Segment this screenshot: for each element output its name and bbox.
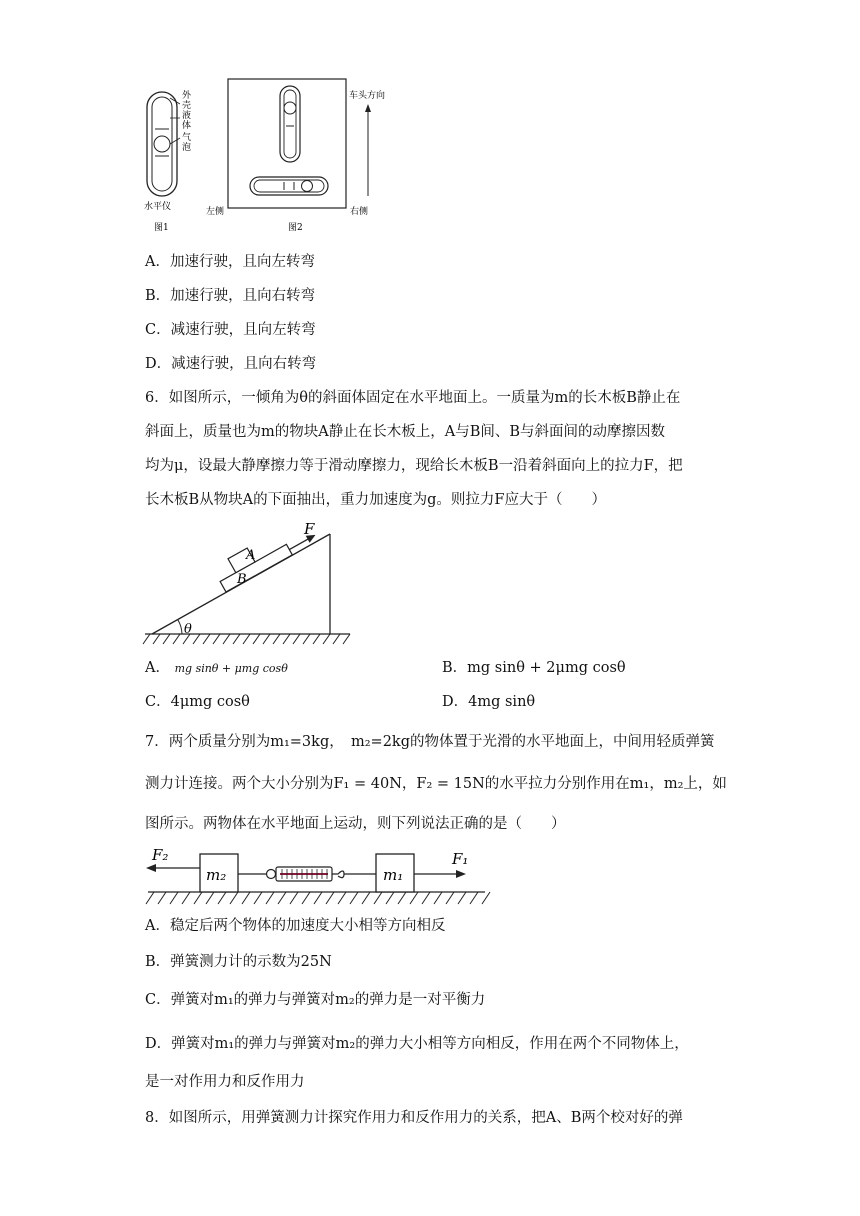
label-f: F: [304, 520, 315, 538]
left-label: 左侧: [206, 207, 225, 217]
q7-stem-line2: 测力计连接。两个大小分别为F₁ = 40N，F₂ = 15N的水平拉力分别作用在m₁，m₂上，如: [145, 776, 727, 792]
fig1-name: 水平仪: [144, 202, 172, 212]
board-b: [220, 544, 292, 592]
q7-option-b: B．弹簧测力计的示数为25N: [145, 954, 332, 970]
q5-option-c: C．减速行驶，且向左转弯: [145, 322, 316, 338]
q7-option-d-line1: D．弹簧对m₁的弹力与弹簧对m₂的弹力大小相等方向相反，作用在两个不同物体上，: [145, 1036, 689, 1052]
fig1-label-pao: 泡: [182, 143, 192, 153]
label-f2: F₂: [152, 846, 169, 864]
fig1-label-ti: 体: [182, 121, 192, 131]
q6-option-d: D．4mg sinθ: [442, 694, 536, 710]
q7-option-a: A．稳定后两个物体的加速度大小相等方向相反: [145, 918, 446, 934]
q6-option-b: B．mg sinθ + 2μmg cosθ: [442, 660, 626, 676]
fig1-caption: 图1: [154, 223, 169, 233]
q6-option-c: C．4μmg cosθ: [145, 694, 250, 710]
q7-option-c: C．弹簧对m₁的弹力与弹簧对m₂的弹力是一对平衡力: [145, 992, 486, 1008]
fig1-label-ye: 液: [182, 111, 192, 121]
fig1-label-ke: 壳: [182, 101, 192, 111]
label-m2: m₂: [206, 866, 227, 884]
q7-stem-line1: 7．两个质量分别为m₁=3kg， m₂=2kg的物体置于光滑的水平地面上，中间用轻质弹簧: [145, 734, 715, 750]
q8-stem-line1: 8．如图所示，用弹簧测力计探究作用力和反作用力的关系，把A、B两个校对好的弹: [145, 1110, 683, 1126]
fig2-caption: 图2: [288, 223, 303, 233]
q6-stem-line4: 长木板B从物块A的下面抽出，重力加速度为g。则拉力F应大于（ ）: [145, 492, 606, 508]
label-theta: θ: [184, 622, 192, 637]
q5-option-b: B．加速行驶，且向右转弯: [145, 288, 316, 304]
fig1-label-wai: 外: [182, 91, 192, 101]
label-b: B: [237, 572, 247, 587]
q6-stem-line3: 均为μ，设最大静摩擦力等于滑动摩擦力，现给长木板B一沿着斜面向上的拉力F，把: [145, 458, 683, 474]
q7-stem-line3: 图所示。两物体在水平地面上运动，则下列说法正确的是（ ）: [145, 816, 566, 832]
q6-option-a-expr: mg sinθ + μmg cosθ: [174, 662, 288, 675]
label-f1: F₁: [452, 850, 469, 868]
q6-stem-line2: 斜面上，质量也为m的物块A静止在长木板上，A与B间、B与斜面间的动摩擦因数: [145, 424, 666, 440]
fig1-label-qi: 气: [182, 133, 192, 143]
right-label: 右侧: [350, 207, 369, 217]
incline-figure: [140, 516, 360, 650]
direction-label: 车头方向: [349, 91, 386, 101]
q6-stem-line1: 6．如图所示，一倾角为θ的斜面体固定在水平地面上。一质量为m的长木板B静止在: [145, 390, 681, 406]
q6-option-a: [145, 658, 288, 679]
q7-option-d-line2: 是一对作用力和反作用力: [145, 1074, 305, 1090]
level-instrument-figure: [140, 78, 400, 238]
label-m1: m₁: [383, 866, 404, 884]
q5-option-a: A．加速行驶，且向左转弯: [145, 254, 315, 270]
figure-2: [206, 79, 385, 233]
q6-option-a-letter: A．: [145, 660, 170, 676]
label-a: A: [246, 548, 256, 563]
spring-scale: [238, 867, 376, 881]
q5-option-d: D．减速行驶，且向右转弯: [145, 356, 317, 372]
figure-1: [144, 89, 192, 233]
spring-scale-figure: [140, 842, 500, 914]
